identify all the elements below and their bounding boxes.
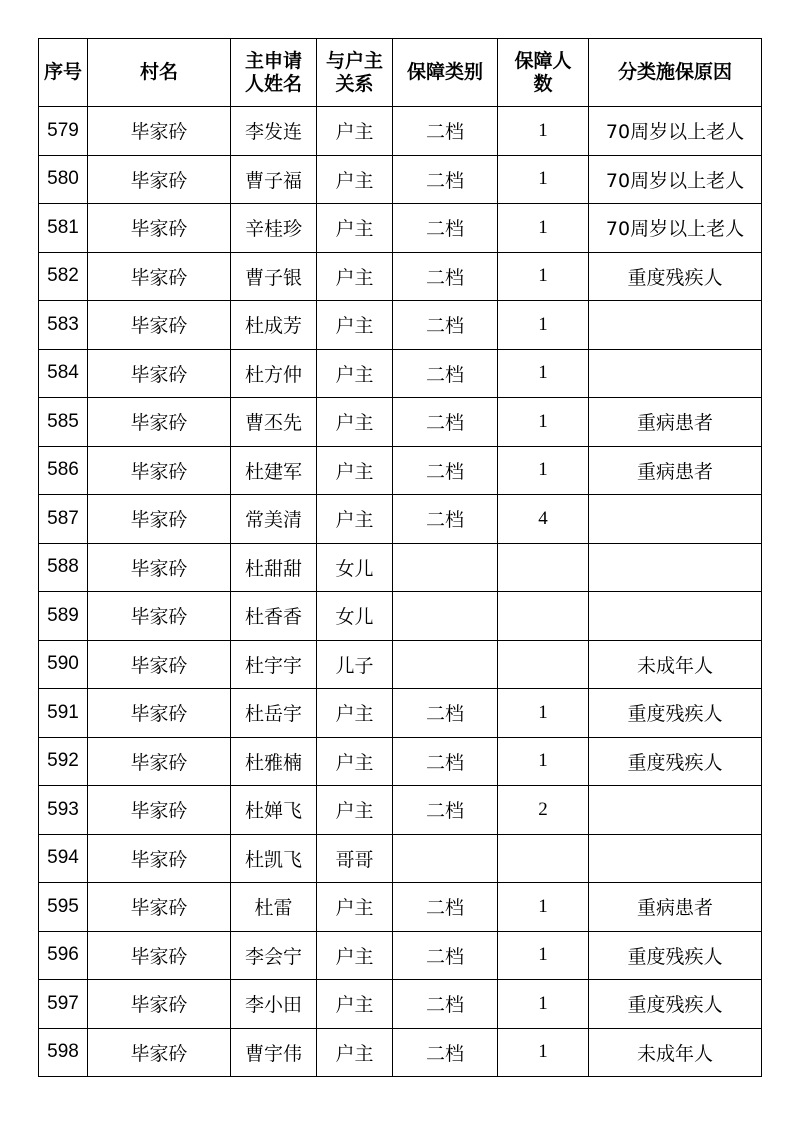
col-relation-cell: 户主 [317, 252, 393, 301]
col-serial-cell: 590 [39, 640, 88, 689]
col-applicant-cell: 杜建军 [231, 446, 317, 495]
col-village-cell: 毕家砛 [88, 543, 231, 592]
header-text: 与户主 [325, 49, 383, 72]
table-row [39, 495, 762, 544]
header-text: 数 [533, 72, 553, 95]
col-applicant-header [231, 39, 317, 107]
header-text: 保障人 [514, 49, 572, 72]
col-applicant-cell: 杜宇宇 [231, 640, 317, 689]
col-applicant-cell: 曹丕先 [231, 398, 317, 447]
col-reason-cell: 未成年人 [589, 640, 762, 689]
col-relation-cell: 户主 [317, 301, 393, 350]
col-relation-cell: 女儿 [317, 543, 393, 592]
col-category-cell [393, 834, 498, 883]
col-relation-cell: 户主 [317, 107, 393, 156]
col-village-cell: 毕家砛 [88, 349, 231, 398]
col-reason-cell: 重度残疾人 [589, 689, 762, 738]
col-category-cell: 二档 [393, 883, 498, 932]
col-count-cell [498, 592, 589, 641]
header-text: 序号 [43, 61, 82, 83]
col-count-cell: 2 [498, 786, 589, 835]
col-relation-cell: 户主 [317, 1028, 393, 1077]
col-applicant-cell: 常美清 [231, 495, 317, 544]
col-village-cell: 毕家砛 [88, 834, 231, 883]
col-reason-header [589, 39, 762, 107]
col-category-cell: 二档 [393, 980, 498, 1029]
table-row [39, 1028, 762, 1077]
col-serial-cell: 580 [39, 155, 88, 204]
col-applicant-cell: 曹子银 [231, 252, 317, 301]
col-serial-cell: 587 [39, 495, 88, 544]
col-count-cell: 4 [498, 495, 589, 544]
table-row [39, 155, 762, 204]
col-village-cell: 毕家砛 [88, 786, 231, 835]
col-category-cell [393, 543, 498, 592]
col-applicant-cell: 曹子福 [231, 155, 317, 204]
col-applicant-cell: 李小田 [231, 980, 317, 1029]
col-category-cell: 二档 [393, 398, 498, 447]
col-category-cell: 二档 [393, 786, 498, 835]
col-village-cell: 毕家砛 [88, 980, 231, 1029]
col-relation-cell: 户主 [317, 155, 393, 204]
col-applicant-cell: 杜雷 [231, 883, 317, 932]
col-relation-cell: 户主 [317, 931, 393, 980]
col-village-cell: 毕家砛 [88, 252, 231, 301]
col-relation-cell: 户主 [317, 446, 393, 495]
col-serial-cell: 598 [39, 1028, 88, 1077]
col-applicant-cell: 曹宇伟 [231, 1028, 317, 1077]
col-count-cell: 1 [498, 349, 589, 398]
col-reason-cell [589, 349, 762, 398]
table-row [39, 543, 762, 592]
table-row [39, 883, 762, 932]
col-village-cell: 毕家砛 [88, 1028, 231, 1077]
col-serial-header [39, 39, 88, 107]
col-category-cell: 二档 [393, 1028, 498, 1077]
col-count-cell: 1 [498, 931, 589, 980]
col-applicant-cell: 李发连 [231, 107, 317, 156]
col-applicant-cell: 杜方仲 [231, 349, 317, 398]
col-village-cell: 毕家砛 [88, 204, 231, 253]
col-relation-cell: 户主 [317, 398, 393, 447]
col-village-cell: 毕家砛 [88, 495, 231, 544]
col-relation-cell: 户主 [317, 689, 393, 738]
col-relation-cell: 户主 [317, 349, 393, 398]
col-reason-cell: 70周岁以上老人 [589, 107, 762, 156]
col-category-cell: 二档 [393, 737, 498, 786]
col-applicant-cell: 杜雅楠 [231, 737, 317, 786]
col-count-cell: 1 [498, 446, 589, 495]
col-reason-cell: 70周岁以上老人 [589, 204, 762, 253]
table-row [39, 689, 762, 738]
col-village-cell: 毕家砛 [88, 398, 231, 447]
col-reason-cell [589, 786, 762, 835]
col-serial-cell: 583 [39, 301, 88, 350]
col-relation-cell: 户主 [317, 737, 393, 786]
col-category-cell: 二档 [393, 204, 498, 253]
header-row [39, 39, 762, 107]
col-count-cell: 1 [498, 737, 589, 786]
col-serial-cell: 579 [39, 107, 88, 156]
col-category-cell: 二档 [393, 689, 498, 738]
table-row [39, 446, 762, 495]
col-reason-cell: 重度残疾人 [589, 931, 762, 980]
col-relation-cell: 户主 [317, 980, 393, 1029]
col-relation-cell: 户主 [317, 786, 393, 835]
col-serial-cell: 593 [39, 786, 88, 835]
col-category-cell: 二档 [393, 107, 498, 156]
col-category-cell [393, 592, 498, 641]
col-count-cell: 1 [498, 155, 589, 204]
col-applicant-cell: 杜甜甜 [231, 543, 317, 592]
col-count-cell: 1 [498, 398, 589, 447]
col-village-cell: 毕家砛 [88, 640, 231, 689]
table-row [39, 640, 762, 689]
col-applicant-cell: 杜香香 [231, 592, 317, 641]
col-count-cell [498, 543, 589, 592]
header-text: 村名 [139, 61, 178, 83]
col-village-cell: 毕家砛 [88, 301, 231, 350]
col-count-cell: 1 [498, 1028, 589, 1077]
table-row [39, 107, 762, 156]
table-row [39, 980, 762, 1029]
col-reason-cell: 重度残疾人 [589, 980, 762, 1029]
col-serial-cell: 582 [39, 252, 88, 301]
col-serial-cell: 594 [39, 834, 88, 883]
col-applicant-cell: 杜岳宇 [231, 689, 317, 738]
header-text: 分类施保原因 [617, 61, 732, 83]
table-row [39, 349, 762, 398]
col-village-cell: 毕家砛 [88, 737, 231, 786]
col-count-cell: 1 [498, 689, 589, 738]
col-reason-cell: 重度残疾人 [589, 737, 762, 786]
col-serial-cell: 592 [39, 737, 88, 786]
table-row [39, 301, 762, 350]
table-body [39, 107, 762, 1077]
col-applicant-cell: 辛桂珍 [231, 204, 317, 253]
col-reason-cell [589, 543, 762, 592]
col-category-cell: 二档 [393, 301, 498, 350]
col-serial-cell: 596 [39, 931, 88, 980]
col-serial-cell: 595 [39, 883, 88, 932]
col-reason-cell: 重病患者 [589, 446, 762, 495]
col-relation-cell: 女儿 [317, 592, 393, 641]
col-village-cell: 毕家砛 [88, 592, 231, 641]
col-category-cell: 二档 [393, 931, 498, 980]
col-count-cell: 1 [498, 107, 589, 156]
col-reason-cell [589, 301, 762, 350]
col-count-header [498, 39, 589, 107]
col-reason-cell: 重病患者 [589, 883, 762, 932]
col-category-cell: 二档 [393, 155, 498, 204]
table-row [39, 592, 762, 641]
col-serial-cell: 585 [39, 398, 88, 447]
col-relation-cell: 户主 [317, 204, 393, 253]
col-category-header [393, 39, 498, 107]
header-text: 主申请 [244, 49, 302, 72]
col-reason-cell: 未成年人 [589, 1028, 762, 1077]
col-village-cell: 毕家砛 [88, 689, 231, 738]
table-row [39, 786, 762, 835]
table-row [39, 204, 762, 253]
col-applicant-cell: 杜凯飞 [231, 834, 317, 883]
col-category-cell: 二档 [393, 446, 498, 495]
col-reason-cell: 重度残疾人 [589, 252, 762, 301]
col-village-cell: 毕家砛 [88, 107, 231, 156]
table-row [39, 252, 762, 301]
col-serial-cell: 584 [39, 349, 88, 398]
col-count-cell: 1 [498, 980, 589, 1029]
col-applicant-cell: 杜婵飞 [231, 786, 317, 835]
table-row [39, 398, 762, 447]
col-reason-cell [589, 495, 762, 544]
col-reason-cell: 重病患者 [589, 398, 762, 447]
col-reason-cell [589, 592, 762, 641]
col-village-header [88, 39, 231, 107]
col-village-cell: 毕家砛 [88, 931, 231, 980]
col-applicant-cell: 李会宁 [231, 931, 317, 980]
col-serial-cell: 581 [39, 204, 88, 253]
col-village-cell: 毕家砛 [88, 883, 231, 932]
table-row [39, 737, 762, 786]
col-relation-cell: 儿子 [317, 640, 393, 689]
col-count-cell [498, 834, 589, 883]
col-village-cell: 毕家砛 [88, 446, 231, 495]
col-category-cell: 二档 [393, 495, 498, 544]
col-serial-cell: 597 [39, 980, 88, 1029]
col-count-cell: 1 [498, 252, 589, 301]
col-serial-cell: 589 [39, 592, 88, 641]
col-count-cell: 1 [498, 883, 589, 932]
col-serial-cell: 586 [39, 446, 88, 495]
col-category-cell [393, 640, 498, 689]
col-village-cell: 毕家砛 [88, 155, 231, 204]
header-text: 关系 [335, 72, 374, 95]
table-row [39, 834, 762, 883]
data-table [38, 38, 762, 1077]
col-count-cell: 1 [498, 301, 589, 350]
col-reason-cell [589, 834, 762, 883]
col-relation-cell: 户主 [317, 883, 393, 932]
col-count-cell [498, 640, 589, 689]
col-reason-cell: 70周岁以上老人 [589, 155, 762, 204]
col-category-cell: 二档 [393, 349, 498, 398]
col-relation-cell: 户主 [317, 495, 393, 544]
table-row [39, 931, 762, 980]
col-applicant-cell: 杜成芳 [231, 301, 317, 350]
col-relation-header [317, 39, 393, 107]
col-category-cell: 二档 [393, 252, 498, 301]
header-text: 人姓名 [244, 72, 302, 95]
col-serial-cell: 588 [39, 543, 88, 592]
col-count-cell: 1 [498, 204, 589, 253]
col-relation-cell: 哥哥 [317, 834, 393, 883]
col-serial-cell: 591 [39, 689, 88, 738]
header-text: 保障类别 [406, 61, 483, 83]
